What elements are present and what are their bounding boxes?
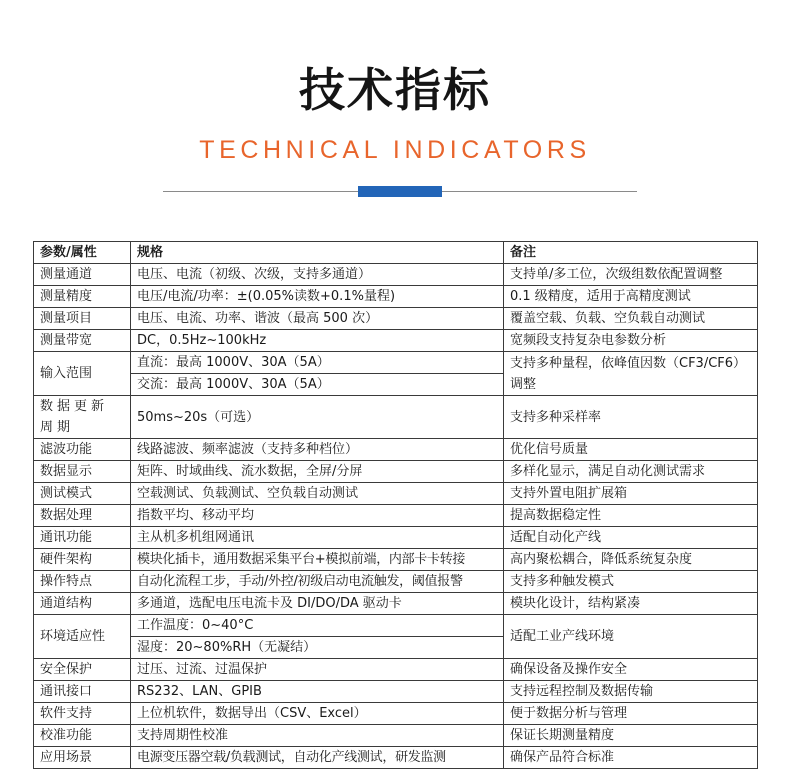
cell-spec: 自动化流程工步，手动/外控/初级启动电流触发，阈值报警 (131, 571, 504, 593)
cell-spec: 工作温度：0~40°C (131, 615, 504, 637)
table-row (34, 439, 758, 461)
cell-spec: 主从机多机组网通讯 (131, 527, 504, 549)
cell-spec: 线路滤波、频率滤波（支持多种档位） (131, 439, 504, 461)
cell-param: 环境适应性 (34, 615, 131, 659)
table-row (34, 505, 758, 527)
table-row (34, 483, 758, 505)
header-note: 备注 (504, 242, 758, 264)
table-row (34, 330, 758, 352)
cell-param: 通道结构 (34, 593, 131, 615)
cell-note: 适配自动化产线 (504, 527, 758, 549)
table-row (34, 571, 758, 593)
cell-note: 支持外置电阻扩展箱 (504, 483, 758, 505)
cell-param: 输入范围 (34, 352, 131, 396)
cell-param: 操作特点 (34, 571, 131, 593)
table-header-row (34, 242, 758, 264)
table-row (34, 396, 758, 439)
cell-param: 测量精度 (34, 286, 131, 308)
table-row (34, 703, 758, 725)
divider-accent-bar (358, 186, 442, 197)
cell-param: 测量项目 (34, 308, 131, 330)
table-row (34, 461, 758, 483)
table-row (34, 659, 758, 681)
table-row (34, 747, 758, 769)
table-row (34, 527, 758, 549)
header-spec: 规格 (131, 242, 504, 264)
cell-note: 多样化显示，满足自动化测试需求 (504, 461, 758, 483)
cell-spec: 过压、过流、过温保护 (131, 659, 504, 681)
cell-note: 覆盖空载、负载、空负载自动测试 (504, 308, 758, 330)
cell-note: 支持多种采样率 (504, 396, 758, 439)
cell-param: 数据处理 (34, 505, 131, 527)
cell-note: 优化信号质量 (504, 439, 758, 461)
table-row (34, 286, 758, 308)
cell-note: 适配工业产线环境 (504, 615, 758, 659)
cell-note: 便于数据分析与管理 (504, 703, 758, 725)
table-row (34, 681, 758, 703)
cell-note: 0.1 级精度，适用于高精度测试 (504, 286, 758, 308)
table-row (34, 615, 758, 637)
cell-spec: DC，0.5Hz~100kHz (131, 330, 504, 352)
cell-spec: 多通道，选配电压电流卡及 DI/DO/DA 驱动卡 (131, 593, 504, 615)
cell-note: 支持单/多工位，次级组数依配置调整 (504, 264, 758, 286)
table-row (34, 725, 758, 747)
cell-param: 校准功能 (34, 725, 131, 747)
cell-spec: 电源变压器空载/负载测试，自动化产线测试，研发监测 (131, 747, 504, 769)
page-subtitle: TECHNICAL INDICATORS (199, 136, 591, 164)
cell-note: 保证长期测量精度 (504, 725, 758, 747)
cell-spec: 支持周期性校准 (131, 725, 504, 747)
cell-param: 测试模式 (34, 483, 131, 505)
cell-spec: 空载测试、负载测试、空负载自动测试 (131, 483, 504, 505)
cell-param: 安全保护 (34, 659, 131, 681)
cell-spec: 电压、电流、功率、谐波（最高 500 次） (131, 308, 504, 330)
header-param: 参数/属性 (34, 242, 131, 264)
cell-spec: 电压、电流（初级、次级，支持多通道） (131, 264, 504, 286)
cell-note: 高内聚松耦合，降低系统复杂度 (504, 549, 758, 571)
cell-spec: 交流：最高 1000V、30A（5A） (131, 374, 504, 396)
cell-spec: RS232、LAN、GPIB (131, 681, 504, 703)
cell-spec: 矩阵、时域曲线、流水数据，全屏/分屏 (131, 461, 504, 483)
cell-param: 应用场景 (34, 747, 131, 769)
cell-param: 通讯接口 (34, 681, 131, 703)
cell-note: 宽频段支持复杂电参数分析 (504, 330, 758, 352)
table-row (34, 264, 758, 286)
table-row (34, 593, 758, 615)
table-row (34, 549, 758, 571)
cell-spec: 上位机软件，数据导出（CSV、Excel） (131, 703, 504, 725)
cell-param: 通讯功能 (34, 527, 131, 549)
cell-spec: 直流：最高 1000V、30A（5A） (131, 352, 504, 374)
cell-spec: 模块化插卡，通用数据采集平台+模拟前端，内部卡卡转接 (131, 549, 504, 571)
cell-note: 确保设备及操作安全 (504, 659, 758, 681)
cell-spec: 指数平均、移动平均 (131, 505, 504, 527)
cell-note: 模块化设计，结构紧凑 (504, 593, 758, 615)
cell-note: 提高数据稳定性 (504, 505, 758, 527)
cell-spec: 湿度：20~80%RH（无凝结） (131, 637, 504, 659)
cell-note: 确保产品符合标准 (504, 747, 758, 769)
cell-spec: 电压/电流/功率：±(0.05%读数+0.1%量程) (131, 286, 504, 308)
cell-param: 数据更新周期 (34, 396, 131, 439)
cell-note: 支持远程控制及数据传输 (504, 681, 758, 703)
cell-param: 测量带宽 (34, 330, 131, 352)
spec-table (33, 241, 758, 769)
cell-spec: 50ms~20s（可选） (131, 396, 504, 439)
cell-param: 滤波功能 (34, 439, 131, 461)
cell-param: 软件支持 (34, 703, 131, 725)
cell-param: 数据显示 (34, 461, 131, 483)
cell-param: 测量通道 (34, 264, 131, 286)
table-row (34, 352, 758, 374)
cell-param: 硬件架构 (34, 549, 131, 571)
table-row (34, 308, 758, 330)
cell-note: 支持多种量程，依峰值因数（CF3/CF6）调整 (504, 352, 758, 396)
cell-note: 支持多种触发模式 (504, 571, 758, 593)
page-title: 技术指标 (299, 63, 491, 117)
